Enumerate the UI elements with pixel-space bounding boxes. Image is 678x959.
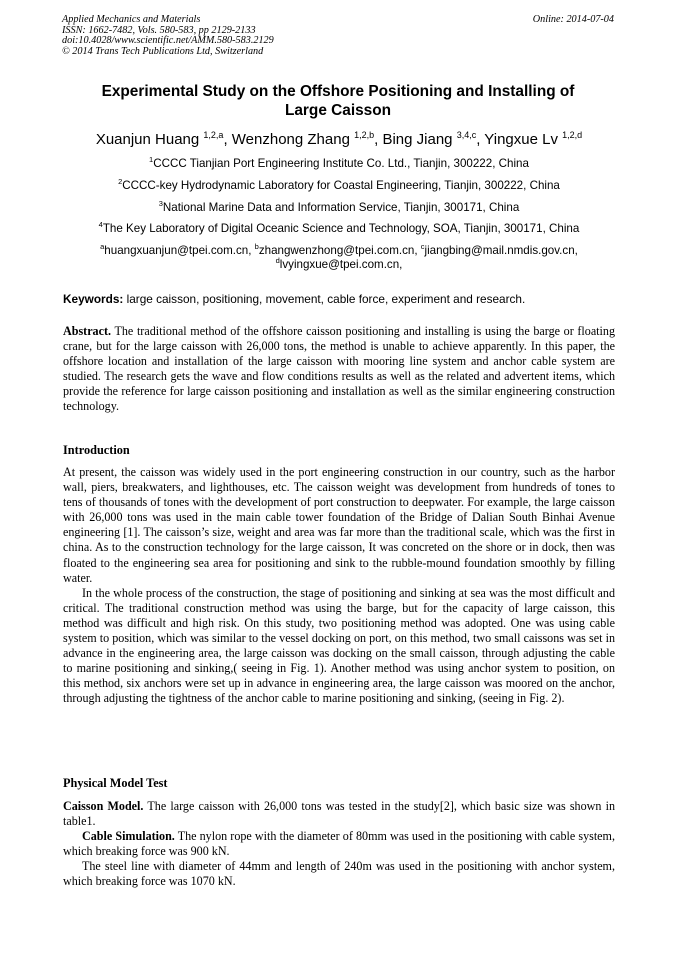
affiliation-text: CCCC Tianjian Port Engineering Institute Co. Ltd., Tianjin, 300222, China	[153, 157, 529, 170]
email-marker: c	[420, 242, 425, 251]
email-marker: d	[275, 256, 280, 265]
introduction-paragraph-2: In the whole process of the construction, the stage of positioning and sinking at sea was the most difficult and critical. The traditional construction method was using the barge, but for the capacity of large caisson, this method was difficult and high risk. On this study, two positioning method was adopted. One was using cable system to position, which was similar to the vessel docking on port, on this method, two small caissons was set in advance in the engineering area, the large caisson was docking on the small caisson, through adjusting the cable to marine positioning and sinking,( seeing in Fig. 1). Another method was using anchor system to position, on this method, six anchors were set up in advance in engineering area, the large caisson was moored on the anchor, through adjusting the tightness of the anchor cable to marine positioning and sinking, (seeing in Fig. 2).	[63, 585, 615, 706]
caisson-model-label: Caisson Model.	[63, 799, 144, 813]
affiliation-marker: 1	[149, 155, 154, 164]
author-name: Wenzhong Zhang	[231, 131, 350, 148]
author-separator: ,	[374, 131, 383, 148]
author-name: Yingxue Lv	[484, 131, 558, 148]
cable-simulation-text: The nylon rope with the diameter of 80mm was used in the positioning with cable system, which breaking force was 900 kN.	[63, 829, 615, 859]
author-affiliation-marker: 1,2,d	[562, 130, 583, 140]
keywords-label: Keywords:	[63, 292, 124, 306]
affiliation-4	[40, 222, 638, 236]
email-c[interactable]: jiangbing@mail.nmdis.gov.cn,	[424, 244, 578, 257]
copyright-line: © 2014 Trans Tech Publications Ltd, Switzerland	[62, 45, 264, 57]
journal-header	[62, 15, 614, 57]
email-a[interactable]: huangxuanjun@tpei.com.cn,	[104, 244, 255, 257]
journal-name: Applied Mechanics and Materials	[62, 14, 201, 25]
author-name: Xuanjun Huang	[95, 131, 200, 148]
affiliation-text: National Marine Data and Information Service, Tianjin, 300171, China	[162, 201, 520, 214]
introduction-body	[63, 465, 615, 707]
email-d[interactable]: lvyingxue@tpei.com.cn,	[279, 258, 403, 271]
steel-line-paragraph: The steel line with diameter of 44mm and length of 240m was used in the positioning with anchor system, which breaking force was 1070 kN.	[63, 859, 615, 889]
author-list	[40, 130, 638, 150]
physical-model-heading: Physical Model Test	[63, 776, 168, 790]
abstract-label: Abstract.	[63, 324, 112, 338]
affiliation-2	[40, 179, 638, 193]
issn-line: ISSN: 1662-7482, Vols. 580-583, pp 2129-2133	[62, 24, 256, 36]
author-affiliation-marker: 1,2,a	[203, 130, 224, 140]
cable-simulation-paragraph	[63, 829, 615, 859]
keywords-text: large caisson, positioning, movement, cable force, experiment and research.	[123, 292, 526, 306]
author-affiliation-marker: 3,4,c	[456, 130, 477, 140]
caisson-model-text: The large caisson with 26,000 tons was tested in the study[2], which basic size was shown in table1.	[63, 799, 615, 829]
physical-model-body	[63, 799, 615, 890]
affiliation-marker: 3	[158, 199, 163, 208]
email-line-2	[40, 258, 638, 272]
author-name: Bing Jiang	[382, 131, 453, 148]
email-b[interactable]: zhangwenzhong@tpei.com.cn,	[258, 244, 421, 257]
email-marker: a	[100, 242, 105, 251]
affiliation-marker: 2	[118, 177, 123, 186]
author-separator: ,	[223, 131, 232, 148]
email-line-1	[40, 244, 638, 258]
abstract	[63, 324, 615, 415]
affiliation-text: The Key Laboratory of Digital Oceanic Science and Technology, SOA, Tianjin, 300171, China	[102, 222, 580, 235]
doi-line: doi:10.4028/www.scientific.net/AMM.580-583.2129	[62, 35, 274, 47]
affiliation-3	[40, 201, 638, 215]
abstract-text: The traditional method of the offshore caisson positioning and installing is using the barge or floating crane, but for the large caisson with 26,000 tons, the method is unable to achieve apparently. In this paper, the offshore location and installation of the large caisson with mooring line system and anchor cable system are studied. The research gets the wave and flow conditions results as well as the related and advertent items, which provide the reference for large caisson positioning and installation as well as the similar engineering construction technology.	[63, 324, 615, 414]
title-line-1: Experimental Study on the Offshore Positioning and Installing of	[101, 83, 575, 100]
affiliation-1	[40, 157, 638, 171]
introduction-paragraph-1: At present, the caisson was widely used in the port engineering construction in our country, such as the harbor wall, piers, breakwaters, and lighthouses, etc. The caisson weight was development from hundreds of tones to tens of thousands of tones with the development of port construction to deepwater. For example, the large caisson with 26,000 tons was used in the main cable tower foundation of the Bridge of Dalian South Binhai Avenue engineering [1]. The caisson’s size, weight and area was far more than the traditional scale, which was the first in china. As to the construction technology for the large caisson, It was concreted on the shore or in dock, then was floated to the engineering sea area for positioning and sink to the rubble-mound foundation smoothly by filling water.	[63, 465, 615, 585]
paper-title	[62, 82, 614, 120]
email-marker: b	[254, 242, 259, 251]
author-affiliation-marker: 1,2,b	[354, 130, 375, 140]
cable-simulation-label: Cable Simulation.	[82, 829, 175, 844]
keywords	[63, 292, 615, 307]
introduction-heading: Introduction	[63, 443, 130, 457]
title-line-2: Large Caisson	[284, 102, 392, 119]
affiliation-marker: 4	[98, 220, 103, 229]
caisson-model-paragraph	[63, 799, 615, 829]
online-date: Online: 2014-07-04	[532, 14, 614, 25]
author-separator: ,	[476, 131, 485, 148]
affiliation-text: CCCC-key Hydrodynamic Laboratory for Coastal Engineering, Tianjin, 300222, China	[122, 179, 560, 192]
